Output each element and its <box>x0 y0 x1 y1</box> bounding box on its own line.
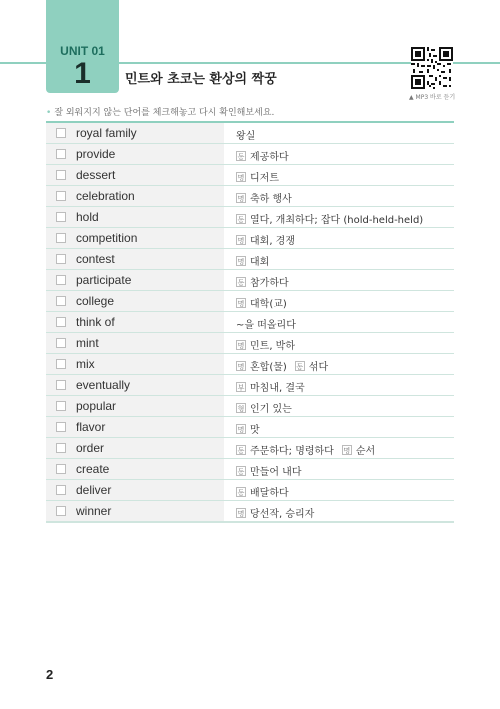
meaning-text: 혼합(물) <box>250 362 287 373</box>
part-of-speech-badge: 명 <box>237 426 245 434</box>
meaning-cell <box>228 459 454 479</box>
word-checkbox[interactable] <box>56 422 66 432</box>
meaning-text: 인기 있는 <box>250 404 292 415</box>
word-cell <box>46 333 224 353</box>
table-row <box>46 333 454 354</box>
meaning-text: 섞다 <box>308 362 329 373</box>
table-row <box>46 228 454 249</box>
english-word: popular <box>76 399 117 413</box>
table-row <box>46 144 454 165</box>
part-of-speech-badge: 동 <box>237 279 245 287</box>
meaning <box>236 484 289 499</box>
meaning-cell <box>228 396 454 416</box>
word-cell <box>46 396 224 416</box>
word-checkbox[interactable] <box>56 191 66 201</box>
meaning <box>236 358 328 373</box>
instruction-text: 잘 외워지지 않는 단어를 체크해놓고 다시 확인해보세요. <box>54 108 275 118</box>
english-word: mix <box>76 357 95 371</box>
meaning-cell <box>228 270 454 290</box>
part-of-speech-badge: 명 <box>237 195 245 203</box>
english-word: provide <box>76 147 116 161</box>
meaning-text: ~을 떠올리다 <box>236 320 296 331</box>
part-of-speech-badge: 명 <box>237 342 245 350</box>
word-checkbox[interactable] <box>56 170 66 180</box>
meaning-text: 디저트 <box>250 173 279 184</box>
meaning-cell <box>228 228 454 248</box>
english-word: winner <box>76 504 112 518</box>
meaning <box>236 463 301 478</box>
word-checkbox[interactable] <box>56 443 66 453</box>
part-of-speech-badge: 명 <box>237 237 245 245</box>
meaning <box>236 274 289 289</box>
word-checkbox[interactable] <box>56 401 66 411</box>
bullet-icon: • <box>46 108 52 118</box>
word-cell <box>46 312 224 332</box>
table-row <box>46 312 454 333</box>
unit-label: UNIT 01 <box>60 44 105 58</box>
english-word: flavor <box>76 420 106 434</box>
meaning <box>236 169 279 184</box>
english-word: participate <box>76 273 132 287</box>
english-word: order <box>76 441 105 455</box>
meaning-text: 대회, 경쟁 <box>250 236 295 247</box>
word-checkbox[interactable] <box>56 296 66 306</box>
word-cell <box>46 417 224 437</box>
word-checkbox[interactable] <box>56 233 66 243</box>
word-cell <box>46 228 224 248</box>
table-row <box>46 354 454 375</box>
table-row <box>46 121 454 144</box>
meaning-text: 순서 <box>355 446 376 457</box>
table-row <box>46 270 454 291</box>
meaning <box>236 253 269 268</box>
word-checkbox[interactable] <box>56 464 66 474</box>
word-cell <box>46 123 224 143</box>
word-checkbox[interactable] <box>56 128 66 138</box>
meaning-cell <box>228 438 454 458</box>
meaning-text: 열다, 개최하다; 잡다 (hold-held-held) <box>250 215 424 226</box>
word-cell <box>46 291 224 311</box>
word-checkbox[interactable] <box>56 254 66 264</box>
meaning <box>236 316 296 331</box>
table-row <box>46 459 454 480</box>
word-cell <box>46 144 224 164</box>
english-word: contest <box>76 252 115 266</box>
word-cell <box>46 354 224 374</box>
meaning-text: 축하 행사 <box>250 194 292 205</box>
meaning-text: 마침내, 결국 <box>250 383 305 394</box>
meaning-cell <box>228 417 454 437</box>
meaning <box>236 127 255 142</box>
meaning-text: 왕실 <box>236 131 256 142</box>
meaning <box>236 442 375 457</box>
meaning-cell <box>228 144 454 164</box>
word-checkbox[interactable] <box>56 485 66 495</box>
meaning-text: 당선작, 승리자 <box>250 509 315 520</box>
word-checkbox[interactable] <box>56 359 66 369</box>
meaning-cell <box>228 312 454 332</box>
english-word: hold <box>76 210 99 224</box>
word-cell <box>46 270 224 290</box>
word-cell <box>46 207 224 227</box>
instruction <box>46 105 274 118</box>
meaning <box>236 148 289 163</box>
page-number: 2 <box>46 667 54 682</box>
unit-number: 1 <box>74 57 91 90</box>
word-checkbox[interactable] <box>56 506 66 516</box>
table-row <box>46 186 454 207</box>
word-cell <box>46 186 224 206</box>
meaning-text: 민트, 박하 <box>250 341 295 352</box>
table-row <box>46 438 454 459</box>
meaning <box>236 211 423 226</box>
part-of-speech-badge: 동 <box>237 216 245 224</box>
word-checkbox[interactable] <box>56 149 66 159</box>
word-cell <box>46 480 224 500</box>
part-of-speech-badge: 동 <box>237 447 245 455</box>
table-row <box>46 375 454 396</box>
part-of-speech-badge: 형 <box>237 405 245 413</box>
english-word: create <box>76 462 110 476</box>
part-of-speech-badge: 명 <box>237 363 245 371</box>
part-of-speech-badge: 명 <box>343 447 351 455</box>
word-checkbox[interactable] <box>56 275 66 285</box>
meaning <box>236 295 287 310</box>
meaning-cell <box>228 249 454 269</box>
word-checkbox[interactable] <box>56 380 66 390</box>
meaning-cell <box>228 354 454 374</box>
table-row <box>46 249 454 270</box>
meaning-cell <box>228 501 454 521</box>
meaning-text: 대학(교) <box>250 299 287 310</box>
page-title: 민트와 초코는 환상의 짝꿍 <box>125 72 277 87</box>
word-cell <box>46 501 224 521</box>
word-cell <box>46 249 224 269</box>
part-of-speech-badge: 동 <box>296 363 304 371</box>
part-of-speech-badge: 동 <box>237 468 245 476</box>
part-of-speech-badge: 동 <box>237 153 245 161</box>
meaning-text: 주문하다; 명령하다 <box>250 446 334 457</box>
english-word: deliver <box>76 483 112 497</box>
english-word: dessert <box>76 168 116 182</box>
meaning-cell <box>228 186 454 206</box>
table-row <box>46 396 454 417</box>
meaning <box>236 421 260 436</box>
meaning-cell <box>228 480 454 500</box>
part-of-speech-badge: 명 <box>237 510 245 518</box>
english-word: college <box>76 294 115 308</box>
part-of-speech-badge: 명 <box>237 258 245 266</box>
word-checkbox[interactable] <box>56 338 66 348</box>
vocabulary-table <box>46 121 454 523</box>
meaning-text: 대회 <box>250 257 270 268</box>
word-cell <box>46 375 224 395</box>
word-checkbox[interactable] <box>56 317 66 327</box>
meaning <box>236 337 295 352</box>
part-of-speech-badge: 명 <box>237 174 245 182</box>
part-of-speech-badge: 부 <box>237 384 245 392</box>
word-cell <box>46 438 224 458</box>
meaning-text: 만들어 내다 <box>250 467 302 478</box>
table-row <box>46 291 454 312</box>
word-cell <box>46 459 224 479</box>
table-row <box>46 501 454 523</box>
meaning-cell <box>228 123 454 143</box>
table-row <box>46 165 454 186</box>
english-word: royal family <box>76 126 137 140</box>
meaning-cell <box>228 165 454 185</box>
meaning-text: 맛 <box>250 425 260 436</box>
meaning-text: 참가하다 <box>250 278 289 289</box>
table-row <box>46 207 454 228</box>
qr-code-icon[interactable] <box>411 47 453 89</box>
english-word: eventually <box>76 378 131 392</box>
english-word: competition <box>76 231 138 245</box>
meaning-text: 제공하다 <box>250 152 289 163</box>
english-word: celebration <box>76 189 135 203</box>
word-checkbox[interactable] <box>56 212 66 222</box>
meaning <box>236 505 314 520</box>
table-row <box>46 417 454 438</box>
meaning-cell <box>228 375 454 395</box>
part-of-speech-badge: 동 <box>237 489 245 497</box>
meaning-cell <box>228 207 454 227</box>
meaning <box>236 232 295 247</box>
part-of-speech-badge: 명 <box>237 300 245 308</box>
meaning <box>236 379 305 394</box>
english-word: mint <box>76 336 99 350</box>
meaning-cell <box>228 333 454 353</box>
table-row <box>46 480 454 501</box>
english-word: think of <box>76 315 115 329</box>
meaning <box>236 400 292 415</box>
word-cell <box>46 165 224 185</box>
meaning <box>236 190 292 205</box>
unit-tab <box>46 0 119 93</box>
meaning-text: 배달하다 <box>250 488 289 499</box>
meaning-cell <box>228 291 454 311</box>
mp3-link[interactable]: ▲ MP3 바로 듣기 <box>409 94 456 101</box>
